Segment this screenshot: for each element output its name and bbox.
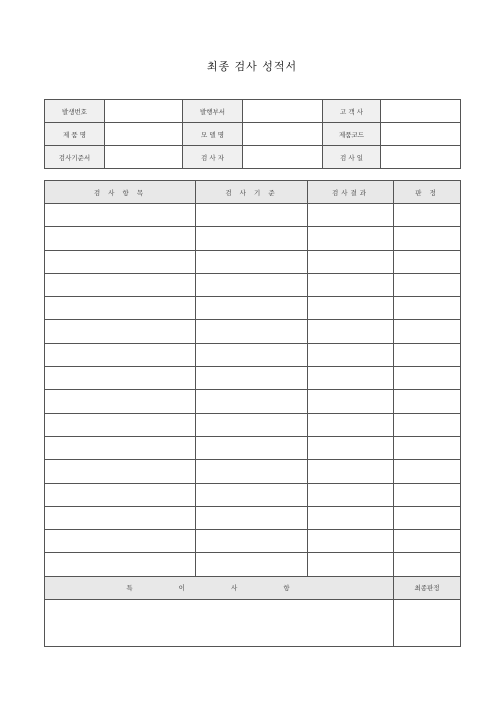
table-row bbox=[45, 227, 461, 250]
table-cell[interactable] bbox=[394, 343, 461, 366]
table-cell[interactable] bbox=[45, 460, 196, 483]
table-cell[interactable] bbox=[45, 273, 196, 296]
table-cell[interactable] bbox=[308, 506, 394, 529]
info-label: 검 사 자 bbox=[183, 146, 243, 169]
info-label: 검 사 일 bbox=[323, 146, 381, 169]
table-cell[interactable] bbox=[196, 250, 308, 273]
table-cell[interactable] bbox=[308, 553, 394, 576]
table-cell[interactable] bbox=[308, 436, 394, 459]
info-value-field[interactable] bbox=[381, 123, 461, 146]
table-cell[interactable] bbox=[394, 367, 461, 390]
table-cell[interactable] bbox=[308, 297, 394, 320]
remarks-header-row bbox=[45, 576, 461, 599]
table-cell[interactable] bbox=[308, 250, 394, 273]
table-cell[interactable] bbox=[394, 436, 461, 459]
table-cell[interactable] bbox=[394, 273, 461, 296]
table-cell[interactable] bbox=[308, 413, 394, 436]
table-cell[interactable] bbox=[45, 320, 196, 343]
table-cell[interactable] bbox=[196, 367, 308, 390]
info-label: 제 품 명 bbox=[45, 123, 105, 146]
table-cell[interactable] bbox=[308, 390, 394, 413]
table-row bbox=[45, 367, 461, 390]
table-cell[interactable] bbox=[196, 553, 308, 576]
table-cell[interactable] bbox=[196, 273, 308, 296]
info-label: 발행부서 bbox=[183, 100, 243, 123]
info-label: 고 객 사 bbox=[323, 100, 381, 123]
table-row bbox=[45, 297, 461, 320]
table-cell[interactable] bbox=[196, 530, 308, 553]
table-row bbox=[45, 250, 461, 273]
info-value-field[interactable] bbox=[381, 146, 461, 169]
table-cell[interactable] bbox=[45, 436, 196, 459]
table-cell[interactable] bbox=[394, 227, 461, 250]
table-cell[interactable] bbox=[45, 367, 196, 390]
table-cell[interactable] bbox=[394, 553, 461, 576]
table-cell[interactable] bbox=[394, 390, 461, 413]
table-row bbox=[45, 530, 461, 553]
table-cell[interactable] bbox=[394, 460, 461, 483]
table-cell[interactable] bbox=[308, 343, 394, 366]
table-cell[interactable] bbox=[394, 297, 461, 320]
remarks-field[interactable] bbox=[45, 599, 394, 646]
info-value-field[interactable] bbox=[105, 146, 183, 169]
table-cell[interactable] bbox=[196, 390, 308, 413]
inspection-table bbox=[44, 180, 461, 647]
info-value-field[interactable] bbox=[105, 123, 183, 146]
table-cell[interactable] bbox=[394, 413, 461, 436]
table-row bbox=[45, 320, 461, 343]
table-row bbox=[45, 390, 461, 413]
table-cell[interactable] bbox=[308, 320, 394, 343]
table-cell[interactable] bbox=[196, 343, 308, 366]
page-title: 최종 검사 성적서 bbox=[206, 60, 298, 73]
info-value-field[interactable] bbox=[243, 123, 323, 146]
column-header: 검 사 항 목 bbox=[45, 181, 196, 204]
column-header: 검사결과 bbox=[308, 181, 394, 204]
table-cell[interactable] bbox=[308, 204, 394, 227]
table-cell[interactable] bbox=[45, 343, 196, 366]
info-value-field[interactable] bbox=[243, 100, 323, 123]
table-cell[interactable] bbox=[196, 460, 308, 483]
info-row bbox=[45, 100, 461, 123]
table-cell[interactable] bbox=[45, 483, 196, 506]
info-value-field[interactable] bbox=[243, 146, 323, 169]
info-row bbox=[45, 146, 461, 169]
table-cell[interactable] bbox=[394, 250, 461, 273]
table-cell[interactable] bbox=[45, 250, 196, 273]
info-label: 검사기준서 bbox=[45, 146, 105, 169]
info-table bbox=[44, 99, 461, 169]
table-row bbox=[45, 343, 461, 366]
table-cell[interactable] bbox=[45, 297, 196, 320]
info-value-field[interactable] bbox=[105, 100, 183, 123]
info-label: 발생번호 bbox=[45, 100, 105, 123]
table-cell[interactable] bbox=[308, 460, 394, 483]
table-cell[interactable] bbox=[196, 297, 308, 320]
table-row bbox=[45, 436, 461, 459]
table-header-row bbox=[45, 181, 461, 204]
table-cell[interactable] bbox=[45, 413, 196, 436]
info-value-field[interactable] bbox=[381, 100, 461, 123]
table-cell[interactable] bbox=[196, 227, 308, 250]
table-cell[interactable] bbox=[196, 413, 308, 436]
table-row bbox=[45, 204, 461, 227]
column-header: 판 정 bbox=[394, 181, 461, 204]
column-header: 검 사 기 준 bbox=[196, 181, 308, 204]
final-judgment-field[interactable] bbox=[394, 599, 461, 646]
table-cell[interactable] bbox=[45, 227, 196, 250]
table-cell[interactable] bbox=[45, 204, 196, 227]
table-row bbox=[45, 483, 461, 506]
info-label: 모 델 명 bbox=[183, 123, 243, 146]
table-row bbox=[45, 273, 461, 296]
table-cell[interactable] bbox=[45, 553, 196, 576]
table-cell[interactable] bbox=[308, 227, 394, 250]
table-cell[interactable] bbox=[45, 530, 196, 553]
table-cell[interactable] bbox=[308, 273, 394, 296]
table-cell[interactable] bbox=[394, 506, 461, 529]
info-label: 제품코드 bbox=[323, 123, 381, 146]
table-cell[interactable] bbox=[394, 483, 461, 506]
table-cell[interactable] bbox=[196, 483, 308, 506]
table-cell[interactable] bbox=[394, 320, 461, 343]
table-cell[interactable] bbox=[308, 483, 394, 506]
table-cell[interactable] bbox=[394, 530, 461, 553]
remarks-body-row bbox=[45, 599, 461, 646]
table-cell[interactable] bbox=[196, 204, 308, 227]
table-cell[interactable] bbox=[196, 320, 308, 343]
info-row bbox=[45, 123, 461, 146]
table-row bbox=[45, 413, 461, 436]
final-judgment-label: 최종판정 bbox=[394, 576, 461, 599]
table-cell[interactable] bbox=[308, 367, 394, 390]
remarks-label: 특 이 사 항 bbox=[45, 576, 394, 599]
table-cell[interactable] bbox=[394, 204, 461, 227]
table-cell[interactable] bbox=[45, 390, 196, 413]
table-row bbox=[45, 506, 461, 529]
table-row bbox=[45, 553, 461, 576]
table-cell[interactable] bbox=[45, 506, 196, 529]
table-row bbox=[45, 460, 461, 483]
table-cell[interactable] bbox=[196, 506, 308, 529]
table-cell[interactable] bbox=[308, 530, 394, 553]
table-cell[interactable] bbox=[196, 436, 308, 459]
